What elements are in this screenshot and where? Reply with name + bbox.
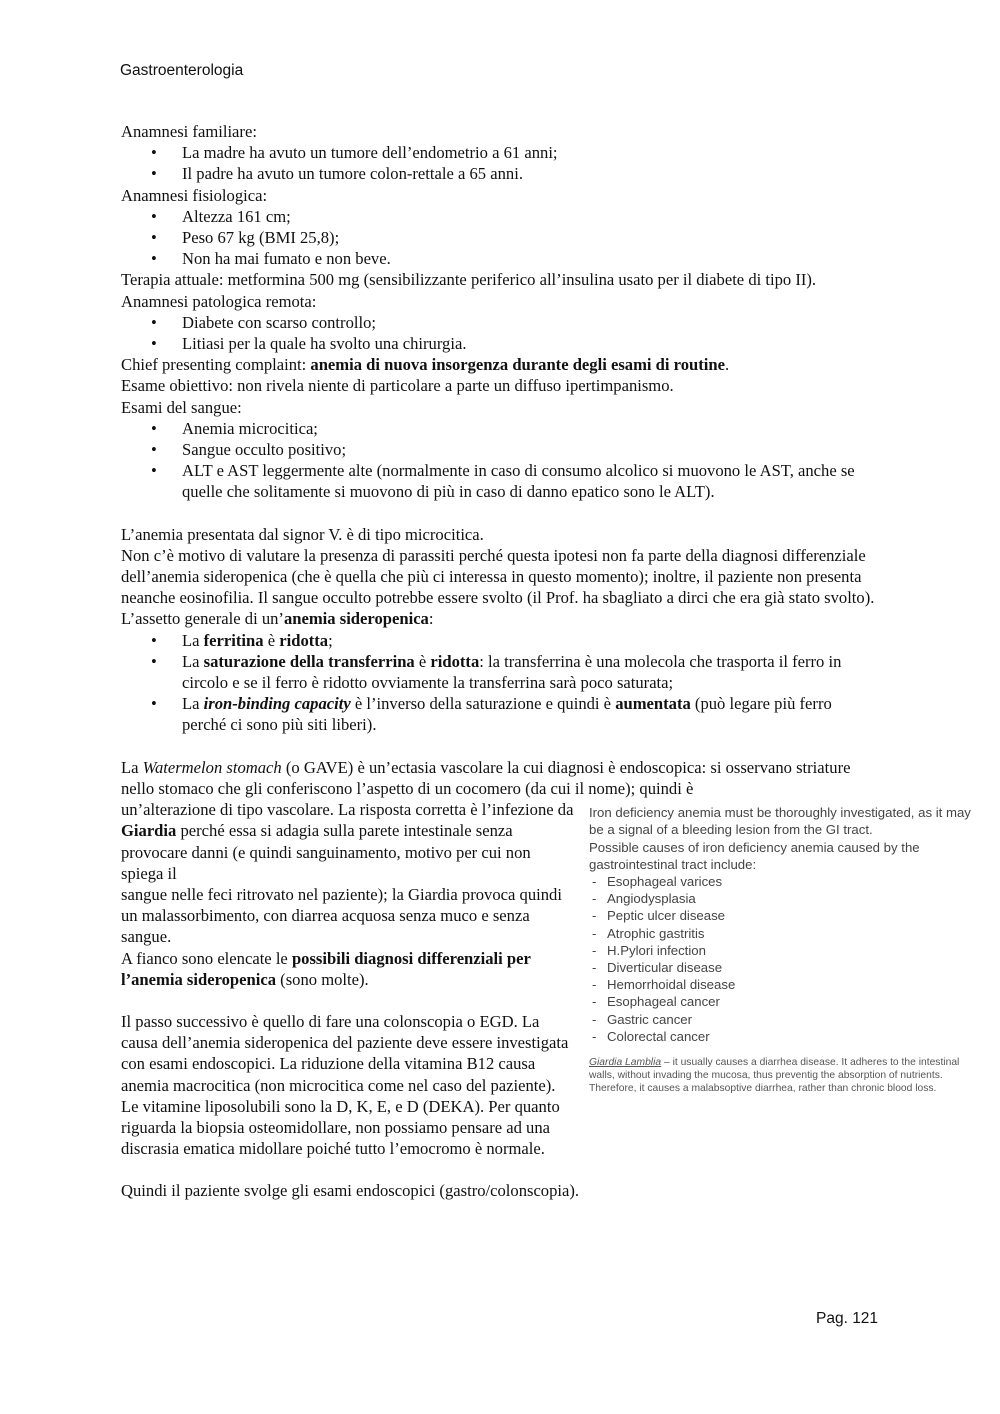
text-run: La (182, 694, 204, 714)
text-run: perché essa si adagia sulla parete intestinale senza provocare danni (e quindi sanguinamento, motivo per cui non spiega il (121, 821, 531, 883)
text-run: La (182, 630, 204, 650)
text-bold-italic: iron-binding capacity (203, 694, 351, 714)
caption-text: – it usually causes a diarrhea disease. It adheres to the intestinal walls, without invading the mucosa, thus preventig the absorption of nutrients. Therefore, it causes a malabsoptive diarrhea, rather than chronic blood loss. (589, 1056, 960, 1094)
assetto-suffix: : (428, 609, 434, 629)
paragraph-fianco (121, 948, 576, 990)
list-item: - Atrophic gastritis (589, 925, 977, 942)
anamnesi-fisiologica-list (121, 206, 876, 270)
text-bold: possibili diagnosi differenziali per l’anemia sideropenica (121, 948, 531, 989)
assetto-prefix: L’assetto generale di un’ (121, 609, 284, 629)
text-bold: ridotta (430, 651, 480, 671)
list-item: - Diverticular disease (589, 959, 977, 976)
figure-iron-deficiency (589, 804, 977, 1144)
list-item: - H.Pylori infection (589, 942, 977, 959)
list-item: • Peso 67 kg (BMI 25,8); (121, 227, 876, 248)
text-bold: aumentata (615, 694, 691, 714)
list-item (121, 651, 876, 693)
esami-sangue-title: Esami del sangue: (121, 397, 242, 417)
text-run: La (121, 757, 143, 777)
text-run: è l’inverso della saturazione e quindi è (350, 694, 616, 714)
list-item: - Gastric cancer (589, 1011, 977, 1028)
paragraph-microcitica: L’anemia presentata dal signor V. è di tipo microcitica. (121, 524, 484, 544)
list-item: - Esophageal varices (589, 873, 977, 890)
text-run: A fianco sono elencate le (121, 948, 292, 968)
chief-complaint-suffix: . (724, 355, 730, 375)
text-run: La (182, 651, 204, 671)
list-item (121, 693, 876, 735)
paragraph-giardia (121, 799, 576, 947)
paragraph-passo-successivo: Il passo successivo è quello di fare una colonscopia o EGD. La causa dell’anemia sideropenica del paziente deve essere investigata con esami endoscopici. La riduzione della vitamina B12 causa anemia macrocitica (non microcitica come nel caso del paziente). Le vitamine liposolubili sono la D, K, E, e D (DEKA). Per quanto riguarda la biopsia osteomidollare, non possiamo pensare ad una discrasia ematica midollare poiché tutto l’emocromo è normale. (121, 1011, 569, 1159)
list-item: - Angiodysplasia (589, 890, 977, 907)
anamnesi-fisiologica-title: Anamnesi fisiologica: (121, 185, 268, 205)
text-run: : la transferrina è una molecola che trasporta il ferro in circolo e se il ferro è ridotto ovviamente la transferrina sarà poco saturata; (182, 651, 842, 693)
list-item: - Hemorrhoidal disease (589, 976, 977, 993)
list-item: • Litiasi per la quale ha svolto una chirurgia. (121, 333, 876, 354)
esame-obiettivo: Esame obiettivo: non rivela niente di particolare a parte un diffuso ipertimpanismo. (121, 376, 674, 396)
text-run: (o GAVE) è un’ectasia vascolare la cui diagnosi è endoscopica: si osservano striature nello stomaco che gli conferiscono l’aspetto di un cocomero (da cui il nome); quindi è (121, 757, 851, 798)
list-item: • La madre ha avuto un tumore dell’endometrio a 61 anni; (121, 142, 876, 163)
text-run: (sono molte). (276, 969, 369, 989)
figure-caption (589, 1057, 977, 1095)
page-number: Pag. 121 (816, 1310, 879, 1327)
figure-intro: Iron deficiency anemia must be thoroughly investigated, as it may be a signal of a bleeding lesion from the GI tract. (589, 805, 971, 838)
caption-term: Giardia Lamblia (589, 1056, 662, 1068)
assetto-list (121, 630, 876, 736)
text-run: è (414, 651, 431, 671)
list-item: - Esophageal cancer (589, 993, 977, 1010)
text-bold: Giardia (121, 821, 177, 841)
text-run: ; (328, 630, 333, 650)
list-item: • Anemia microcitica; (121, 418, 876, 439)
list-item: • ALT e AST leggermente alte (normalmente in caso di consumo alcolico si muovono le AST, anche se quelle che solitamente si muovono di più in caso di danno epatico sono le ALT). (121, 460, 876, 502)
list-item: • Non ha mai fumato e non beve. (121, 248, 876, 269)
text-with-figure (121, 799, 971, 1201)
figure-causes-title: Possible causes of iron deficiency anemia caused by the gastrointestinal tract include: (589, 839, 920, 872)
list-item: • Il padre ha avuto un tumore colon-rettale a 65 anni. (121, 163, 876, 184)
assetto-bold: anemia sideropenica (283, 609, 429, 629)
text-run: un’alterazione di tipo vascolare. La risposta corretta è l’infezione da (121, 800, 574, 820)
chief-complaint-prefix: Chief presenting complaint: (121, 355, 311, 375)
anamnesi-familiare-title: Anamnesi familiare: (121, 122, 257, 141)
list-item: - Peptic ulcer disease (589, 907, 977, 924)
text-bold: ferritina (203, 630, 264, 650)
text-run: è (263, 630, 280, 650)
text-run: (può legare più ferro perché ci sono più siti liberi). (182, 694, 832, 735)
list-item: • Altezza 161 cm; (121, 206, 876, 227)
list-item: - Colorectal cancer (589, 1028, 977, 1045)
page-header: Gastroenterologia (120, 62, 244, 79)
terapia-attuale: Terapia attuale: metformina 500 mg (sensibilizzante periferico all’insulina usato per il diabete di tipo II). (121, 270, 817, 290)
document-body (121, 121, 971, 1201)
chief-complaint-bold: anemia di nuova insorgenza durante degli esami di routine (310, 355, 725, 375)
esami-sangue-list (121, 418, 876, 503)
list-item: • Diabete con scarso controllo; (121, 312, 876, 333)
paragraph-parassiti: Non c’è motivo di valutare la presenza di parassiti perché questa ipotesi non fa parte della diagnosi differenziale dell’anemia sideropenica (che è quella che più ci interessa in questo momento); inoltre, il paziente non presenta neanche eosinofilia. Il sangue occulto potrebbe essere svolto (il Prof. ha sbagliato a dirci che era già stato svolto). (121, 545, 875, 608)
figure-causes-list (589, 873, 977, 1045)
list-item: • Sangue occulto positivo; (121, 439, 876, 460)
assetto-title (121, 608, 876, 629)
chief-complaint (121, 354, 876, 375)
paragraph-quindi: Quindi il paziente svolge gli esami endoscopici (gastro/colonscopia). (121, 1181, 580, 1201)
list-item (121, 630, 876, 651)
anamnesi-familiare-list (121, 142, 876, 184)
paragraph-watermelon (121, 757, 876, 799)
anamnesi-patologica-list (121, 312, 876, 354)
left-column (121, 799, 576, 1159)
text-bold: ridotta (279, 630, 329, 650)
text-run: sangue nelle feci ritrovato nel paziente); la Giardia provoca quindi un malassorbimento, con diarrea acquosa senza muco e senza sangue. (121, 884, 562, 947)
text-bold: saturazione della transferrina (203, 651, 415, 671)
anamnesi-patologica-title: Anamnesi patologica remota: (121, 291, 317, 311)
text-italic: Watermelon stomach (142, 757, 282, 777)
